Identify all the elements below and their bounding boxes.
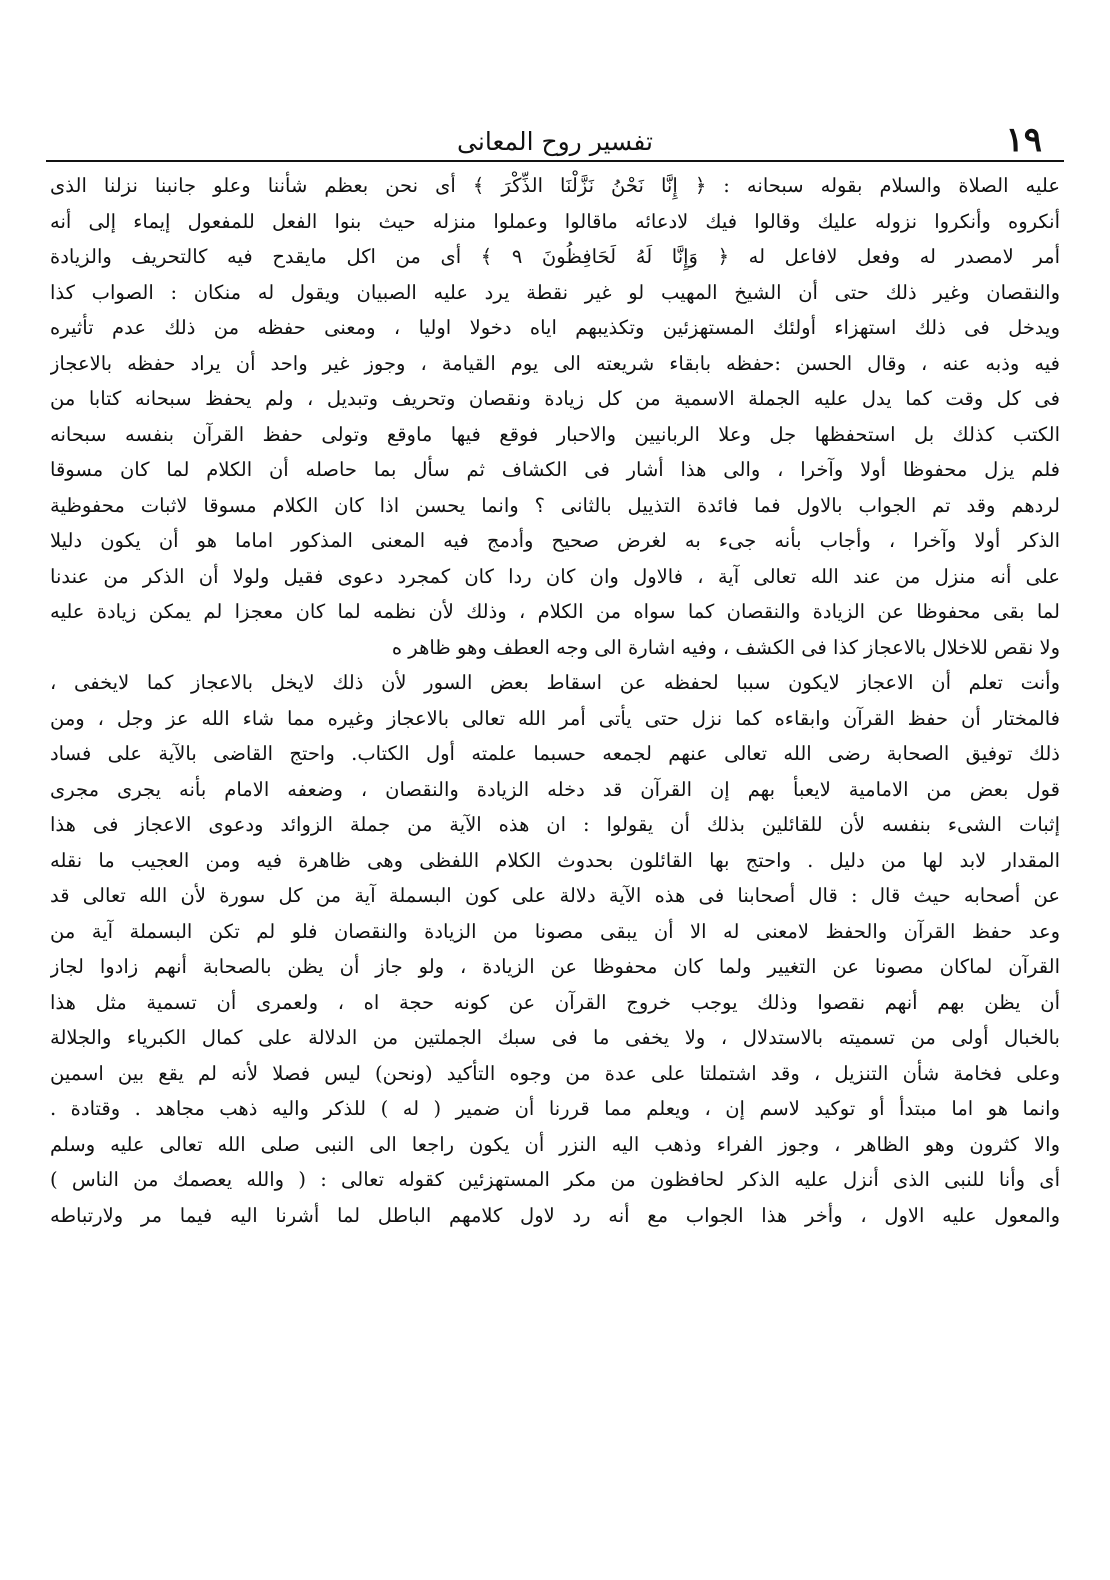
- text-line: أن يظن بهم أنهم نقصوا وذلك يوجب خروج القرآن عن كونه حجة اه ، ولعمرى أن تسمية مثل هذا: [50, 990, 1060, 1014]
- text-line: فالمختار أن حفظ القرآن وابقاءه كما نزل حتى يأتى أمر الله تعالى بالاعجاز وغيره مما شاء الله عز وجل ، ومن: [50, 706, 1060, 730]
- text-line: فى كل وقت كما يدل عليه الجملة الاسمية من كل زيادة ونقصان وتحريف وتبديل ، ولم يحفظ سبحانه كتابا من: [50, 387, 1060, 410]
- text-line: الذكر أولا وآخرا ، وأجاب بأنه جىء به لغرض صحيح وأدمج فيه المعنى المذكور اماما هو أن يكون دليلا: [50, 529, 1060, 552]
- text-line: لردهم وقد تم الجواب بالاول فما فائدة التذييل بالثانى ؟ وانما يحسن اذا كان الكلام مسوقا لاثبات محفوظية: [50, 493, 1060, 517]
- text-line: ولا نقص للاخلال بالاعجاز كذا فى الكشف ، وفيه اشارة الى وجه العطف وهو ظاهر ه: [391, 635, 1060, 659]
- text-line: إثبات الشىء بنفسه لأن للقائلين بذلك أن يقولوا : ان هذه الآية من جملة الزوائد ودعوى الاعجاز فى هذا: [50, 813, 1060, 836]
- text-line: قول بعض من الامامية لايعبأ بهم إن القرآن قد دخله الزيادة والنقصان ، وضعفه الامام بأنه يجرى مجرى: [50, 777, 1060, 801]
- text-line: وعد حفظ القرآن والحفظ لامعنى له الا أن يبقى مصونا من الزيادة والنقصان فلو لم تكن البسملة آية من: [50, 919, 1060, 943]
- text-line: لما بقى محفوظا عن الزيادة والنقصان كما سواه من الكلام ، وذلك لأن نظمه لما كان معجزا لم يمكن زيادة عليه: [50, 600, 1060, 623]
- text-line: ذلك توفيق الصحابة رضى الله تعالى عنهم لجمعه حسبما علمته أول الكتاب. واحتج القاضى بالآية على فساد: [50, 742, 1060, 765]
- body-text: [50, 168, 1060, 1233]
- text-line: على أنه منزل من عند الله تعالى آية ، فالاول وان كان ردا كان كمجرد دعوى فقيل ولولا أن الذكر من عندنا: [50, 564, 1060, 588]
- text-line: بالخبال أولى من تسميته بالاستدلال ، ولا يخفى ما فى سبك الجملتين من الدلالة على كمال الكبرياء والجلالة: [50, 1026, 1060, 1049]
- running-title: تفسير روح المعانى: [457, 127, 653, 156]
- text-line: القرآن لماكان مصونا عن التغيير ولما كان محفوظا عن الزيادة ، ولو جاز أن يظن بالصحابة أنهم زادوا لجاز: [50, 955, 1060, 978]
- text-line: ويدخل فى ذلك استهزاء أولئك المستهزئين وتكذيبهم اياه دخولا اوليا ، ومعنى حفظه من ذلك عدم تأثيره: [50, 316, 1060, 339]
- text-line: والنقصان وغير ذلك حتى أن الشيخ المهيب لو غير نقطة يرد عليه الصبيان ويقول له منكان : الصواب كذا: [50, 280, 1060, 304]
- text-line: وانما هو اما مبتدأ أو توكيد لاسم إن ، ويعلم مما قررنا أن ضمير ( له ) للذكر واليه ذهب مجاهد . وقتادة .: [50, 1097, 1060, 1120]
- text-line: وأنت تعلم أن الاعجاز لايكون سببا لحفظه عن اسقاط بعض السور لأن ذلك لايخل بالاعجاز كما لايخفى ،: [50, 671, 1060, 694]
- text-line: عن أصحابه حيث قال : قال أصحابنا فى هذه الآية دلالة على كون البسملة آية من كل سورة لأن الله تعالى قد: [50, 884, 1060, 907]
- text-line: وعلى فخامة شأن التنزيل ، وقد اشتملتا على عدة من وجوه التأكيد (ونحن) ليس فصلا لأنه لم يقع بين اسمين: [50, 1061, 1060, 1085]
- text-line: عليه الصلاة والسلام بقوله سبحانه : ﴿ إِنَّا نَحْنُ نَزَّلْنَا الذِّكْرَ ﴾ أى نحن بعظم شأننا وعلو جانبنا نزلنا الذى: [50, 174, 1060, 197]
- text-line: أنكروه وأنكروا نزوله عليك وقالوا فيك لادعائه ماقالوا وعملوا منزله حيث بنوا الفعل للمفعول إيماء إلى أنه: [50, 209, 1060, 233]
- header-rule: [46, 160, 1064, 162]
- page-number: ١٩: [1005, 120, 1042, 160]
- text-line: الكتب كذلك بل استحفظها جل وعلا الربانيين والاحبار فوقع فيها ماوقع وتولى حفظ القرآن بنفسه سبحانه: [50, 422, 1060, 446]
- text-line: أمر لامصدر له وفعل لافاعل له ﴿ وَإِنَّا لَهُ لَحَافِظُونَ ٩ ﴾ أى من اكل مايقدح فيه كالتحريف والزيادة: [50, 245, 1060, 268]
- text-line: المقدار لابد لها من دليل . واحتج بها القائلون بحدوث الكلام اللفظى وهى ظاهرة فيه ومن العجيب ما نقله: [50, 848, 1060, 872]
- text-line: والمعول عليه الاول ، وأخر هذا الجواب مع أنه رد لاول كلامهم الباطل لما أشرنا اليه فيما مر ولارتباطه: [50, 1203, 1060, 1227]
- page-header: [46, 118, 1064, 162]
- text-line: والا كثرون وهو الظاهر ، وجوز الفراء وذهب اليه النزر أن يكون راجعا الى النبى صلى الله تعالى عليه وسلم: [50, 1132, 1060, 1156]
- text-line: أى وأنا للنبى الذى أنزل عليه الذكر لحافظون من مكر المستهزئين كقوله تعالى : ( والله يعصمك من الناس ): [50, 1168, 1060, 1191]
- text-line: فيه وذبه عنه ، وقال الحسن :حفظه بابقاء شريعته الى يوم القيامة ، وجوز غير واحد أن يراد حفظه بالاعجاز: [50, 351, 1060, 375]
- text-line: فلم يزل محفوظا أولا وآخرا ، والى هذا أشار فى الكشاف ثم سأل بما حاصله أن الكلام لما كان مسوقا: [50, 458, 1060, 481]
